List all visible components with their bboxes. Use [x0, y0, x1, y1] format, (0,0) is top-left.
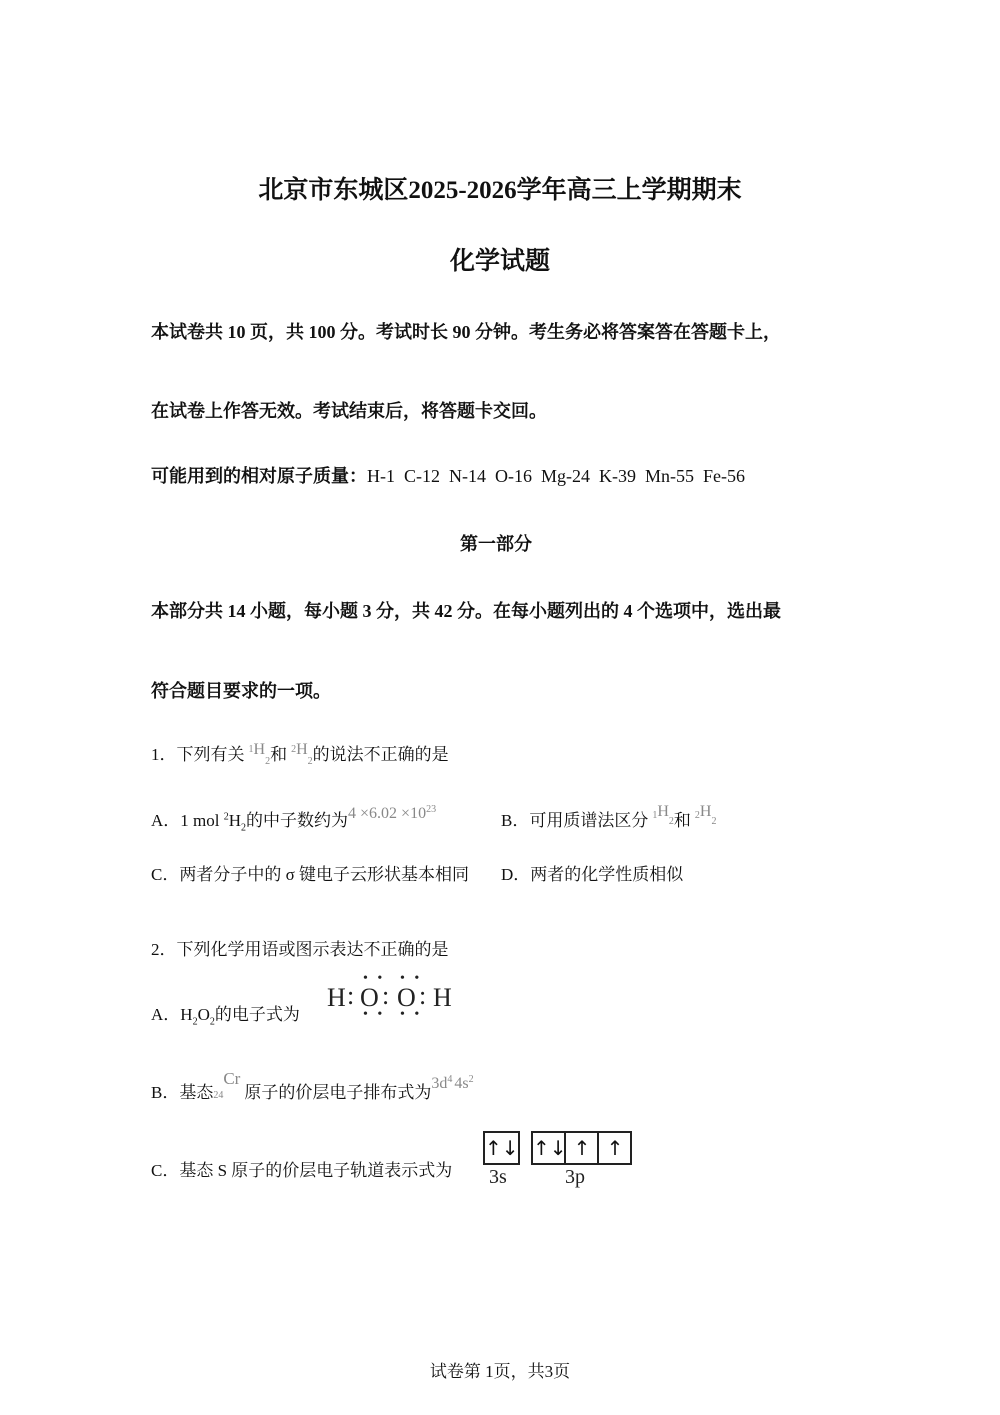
question-1-stem: [151, 740, 449, 765]
lewis-o-2: O: [397, 983, 416, 1012]
q2-option-a-prefix: A．: [151, 1005, 181, 1024]
q1-option-a-species: H: [228, 811, 242, 830]
exam-title: 北京市东城区2025-2026学年高三上学期期末: [258, 177, 742, 204]
lewis-dots-o1-top: • •: [363, 971, 386, 986]
q1-option-a-exp: 23: [426, 804, 437, 815]
q2-option-b-z: 24: [213, 1090, 224, 1101]
part-desc-line-2: 符合题目要求的一项。: [151, 681, 331, 701]
lewis-h-right: H: [433, 983, 452, 1012]
q1-iso-b-species: H: [296, 741, 308, 758]
page-footer: 试卷第 1页，共3页: [429, 1362, 571, 1381]
q1-stem-prefix: 1．下列有关: [151, 745, 245, 764]
q1-option-a-sub: 2: [241, 822, 247, 834]
lewis-dots-o2-bottom: • •: [400, 1007, 423, 1022]
orbital-3s-arrows: ↑↓: [485, 1136, 519, 1160]
q2-option-b-config-d-exp: 4: [447, 1074, 453, 1085]
lewis-structure: [327, 971, 467, 1025]
q1-option-b-iso-a-species: H: [657, 803, 669, 820]
q2-option-b-suffix: 原子的价层电子排布式为: [244, 1083, 432, 1102]
q1-option-b-iso-a-sub: 2: [668, 816, 674, 827]
q2-option-a-h: H: [180, 1005, 193, 1024]
lewis-dots-o2-top: • •: [400, 971, 423, 986]
lewis-dots-o1-bottom: • •: [363, 1007, 386, 1022]
orbital-3s-label: 3s: [489, 1166, 507, 1188]
q2-option-c: C．基态 S 原子的价层电子轨道表示式为: [151, 1161, 453, 1180]
q2-option-a-suffix: 的电子式为: [214, 1005, 300, 1024]
atomic-mass-label: 可能用到的相对原子质量：: [151, 466, 367, 486]
q1-option-a: [151, 806, 436, 833]
q1-iso-a-sub: 2: [265, 756, 271, 767]
q2-option-b-element: Cr: [223, 1069, 241, 1088]
atomic-mass-values: H-1 C-12 N-14 O-16 Mg-24 K-39 Mn-55 Fe-56: [367, 466, 745, 486]
atomic-mass-line: [151, 462, 745, 488]
orbital-3p-cell-3: ↑: [597, 1133, 631, 1163]
lewis-h-left: H: [327, 983, 346, 1012]
orbital-3p-cell-2: ↑: [564, 1133, 598, 1163]
q1-stem-suffix: 的说法不正确的是: [312, 745, 449, 764]
q1-option-b-iso-b-sub: 2: [711, 816, 717, 827]
q1-option-b-iso-a-mass: 1: [652, 810, 658, 821]
q1-option-b: [501, 803, 717, 831]
q2-option-a-o-sub: 2: [209, 1016, 215, 1028]
instructions-line-1: 本试卷共 10 页，共 100 分。考试时长 90 分钟。考生务必将答案答在答题卡上，: [151, 322, 781, 342]
q2-option-a-h-sub: 2: [192, 1016, 198, 1028]
q2-option-a-o: O: [197, 1005, 210, 1024]
orbital-3s-box: [483, 1131, 520, 1165]
lewis-colon-2: :: [382, 981, 390, 1010]
q1-option-b-iso-b-mass: 2: [694, 810, 700, 821]
q1-option-a-value: 4 ×6.02 ×10: [348, 805, 427, 822]
lewis-o-1: O: [360, 983, 379, 1012]
instructions-line-2: 在试卷上作答无效。考试结束后，将答题卡交回。: [151, 401, 547, 421]
q1-iso-a-mass: 1: [248, 744, 254, 755]
q2-option-b-config-s: 4s: [454, 1075, 469, 1092]
q1-iso-b-mass: 2: [291, 744, 297, 755]
q2-option-b: [151, 1069, 474, 1103]
q1-option-a-prefix: A．1 mol: [151, 811, 224, 830]
exam-subtitle: 化学试题: [449, 248, 550, 275]
part-heading: 第一部分: [460, 534, 532, 554]
q2-option-a: [151, 1000, 300, 1027]
q1-option-d: D．两者的化学性质相似: [501, 865, 684, 884]
q1-option-b-and: 和: [673, 811, 691, 830]
q1-option-b-prefix: B．可用质谱法区分: [501, 811, 649, 830]
q2-option-b-config-d: 3d: [431, 1075, 448, 1092]
orbital-3p-box: [531, 1131, 632, 1165]
question-2-stem: 2．下列化学用语或图示表达不正确的是: [151, 940, 449, 959]
q1-iso-b-sub: 2: [307, 756, 313, 767]
part-desc-line-1: 本部分共 14 小题，每小题 3 分，共 42 分。在每小题列出的 4 个选项中，选出最: [151, 601, 781, 621]
orbital-3p-label: 3p: [565, 1166, 585, 1188]
q2-option-b-prefix: B．基态: [151, 1083, 214, 1102]
q1-stem-and: 和: [270, 745, 288, 764]
q2-option-b-config-s-exp: 2: [468, 1074, 474, 1085]
q1-iso-a-species: H: [253, 741, 266, 758]
q1-option-c: C．两者分子中的 σ 键电子云形状基本相同: [151, 865, 470, 884]
orbital-3p-cell-1: ↑↓: [533, 1136, 567, 1160]
lewis-colon-1: :: [347, 981, 355, 1010]
q1-option-b-iso-b-species: H: [699, 803, 712, 820]
lewis-colon-3: :: [419, 981, 427, 1010]
q1-option-a-mid: 的中子数约为: [246, 811, 349, 830]
q1-option-a-mass: 2: [223, 811, 229, 823]
